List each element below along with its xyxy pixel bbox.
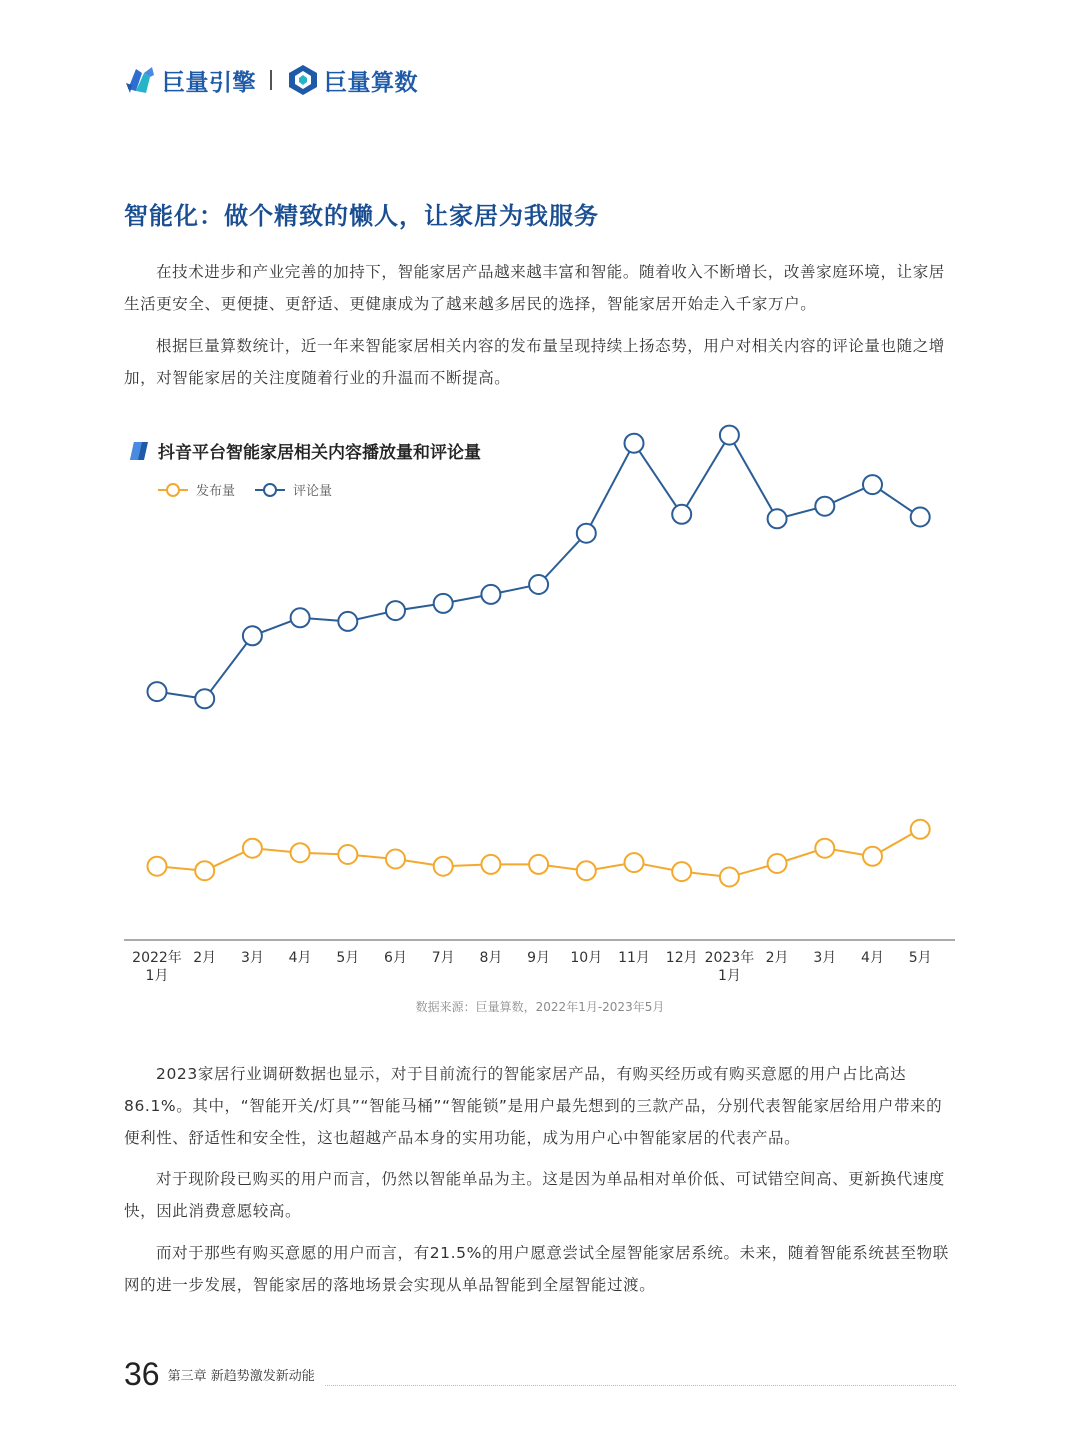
x-tick-label: 4月 [288,950,312,966]
x-tick-label: 1月 [717,968,741,984]
x-tick-label: 8月 [479,950,503,966]
section-title: 智能化：做个精致的懒人，让家居为我服务 [124,202,599,230]
x-tick-label: 4月 [861,950,884,966]
data-point-0 [434,857,453,876]
page-number: 36 [124,1356,160,1392]
chapter-label: 第三章 新趋势激发新动能 [167,1369,315,1384]
data-point-0 [863,847,882,866]
page-footer [124,1358,956,1390]
paragraph-1: 在技术进步和产业完善的加持下，智能家居产品越来越丰富和智能。随着收入不断增长，改善家庭环境，让家居生活更安全、更便捷、更舒适、更健康成为了越来越多居民的选择，智能家居开始走入千家万户。 [124,263,945,313]
data-point-1 [863,475,882,494]
data-point-1 [386,601,405,620]
legend-label-fabu: 发布量 [196,484,236,499]
x-tick-label: 2月 [765,950,789,966]
data-point-0 [386,850,405,869]
data-point-0 [720,868,739,887]
x-tick-label: 11月 [618,950,650,966]
data-point-0 [911,820,930,839]
x-tick-label: 2022年 [132,950,182,966]
x-tick-label: 5月 [336,950,360,966]
data-point-1 [529,575,548,594]
data-point-1 [291,608,310,627]
data-point-0 [815,839,834,858]
data-point-1 [815,497,834,516]
x-tick-label: 7月 [431,950,455,966]
data-source: 数据来源：巨量算数，2022年1月-2023年5月 [415,1000,665,1014]
data-point-1 [672,505,691,524]
data-point-1 [577,524,596,543]
data-point-1 [243,626,262,645]
data-point-0 [481,855,500,874]
data-point-0 [338,845,357,864]
footer-divider [325,1385,956,1386]
chart-title: 抖音平台智能家居相关内容播放量和评论量 [158,443,481,463]
x-tick-label: 10月 [570,950,603,966]
data-point-1 [434,594,453,613]
x-tick-label: 3月 [813,950,837,966]
x-tick-label: 9月 [527,950,551,966]
series-line-1 [157,435,920,699]
logo2-text: 巨量算数 [324,69,418,96]
data-point-1 [625,434,644,453]
data-point-0 [768,854,787,873]
data-point-0 [672,862,691,881]
data-point-0 [291,843,310,862]
paragraph-4: 对于现阶段已购买的用户而言，仍然以智能单品为主。这是因为单品相对单价低、可试错空间高、更新换代速度快，因此消费意愿较高。 [124,1170,945,1220]
paragraph-5: 而对于那些有购买意愿的用户而言，有21.5%的用户愿意尝试全屋智能家居系统。未来，随着智能系统甚至物联网的进一步发展，智能家居的落地场景会实现从单品智能到全屋智能过渡。 [124,1244,949,1294]
data-point-1 [720,426,739,445]
data-point-1 [338,612,357,631]
data-point-0 [529,855,548,874]
paragraph-3: 2023家居行业调研数据也显示，对于目前流行的智能家居产品，有购买经历或有购买意愿的用户占比高达86.1%。其中，“智能开关/灯具”“智能马桶”“智能锁”是用户最先想到的三款产品，分别代表智能家居给用户带来的便利性、舒适性和安全性，这也超越产品本身的实用功能，成为用户心中智能家居的代表产品。 [124,1065,943,1147]
data-point-0 [577,861,596,880]
logo1-text: 巨量引擎 [162,69,256,96]
x-tick-label: 2023年 [704,950,755,966]
legend-label-pinglun: 评论量 [293,484,333,499]
x-tick-label: 1月 [145,968,169,984]
x-tick-label: 2月 [193,950,217,966]
x-tick-label: 6月 [384,950,407,966]
x-tick-label: 12月 [665,950,698,966]
data-point-1 [195,689,214,708]
data-point-0 [625,853,644,872]
data-point-0 [195,861,214,880]
x-tick-label: 5月 [908,950,932,966]
x-tick-label: 3月 [240,950,264,966]
data-point-1 [148,682,167,701]
data-point-1 [481,585,500,604]
data-point-0 [243,839,262,858]
data-point-0 [148,857,167,876]
paragraph-2: 根据巨量算数统计，近一年来智能家居相关内容的发布量呈现持续上扬态势，用户对相关内容的评论量也随之增加，对智能家居的关注度随着行业的升温而不断提高。 [124,337,945,387]
data-point-1 [768,509,787,528]
data-point-1 [911,508,930,527]
